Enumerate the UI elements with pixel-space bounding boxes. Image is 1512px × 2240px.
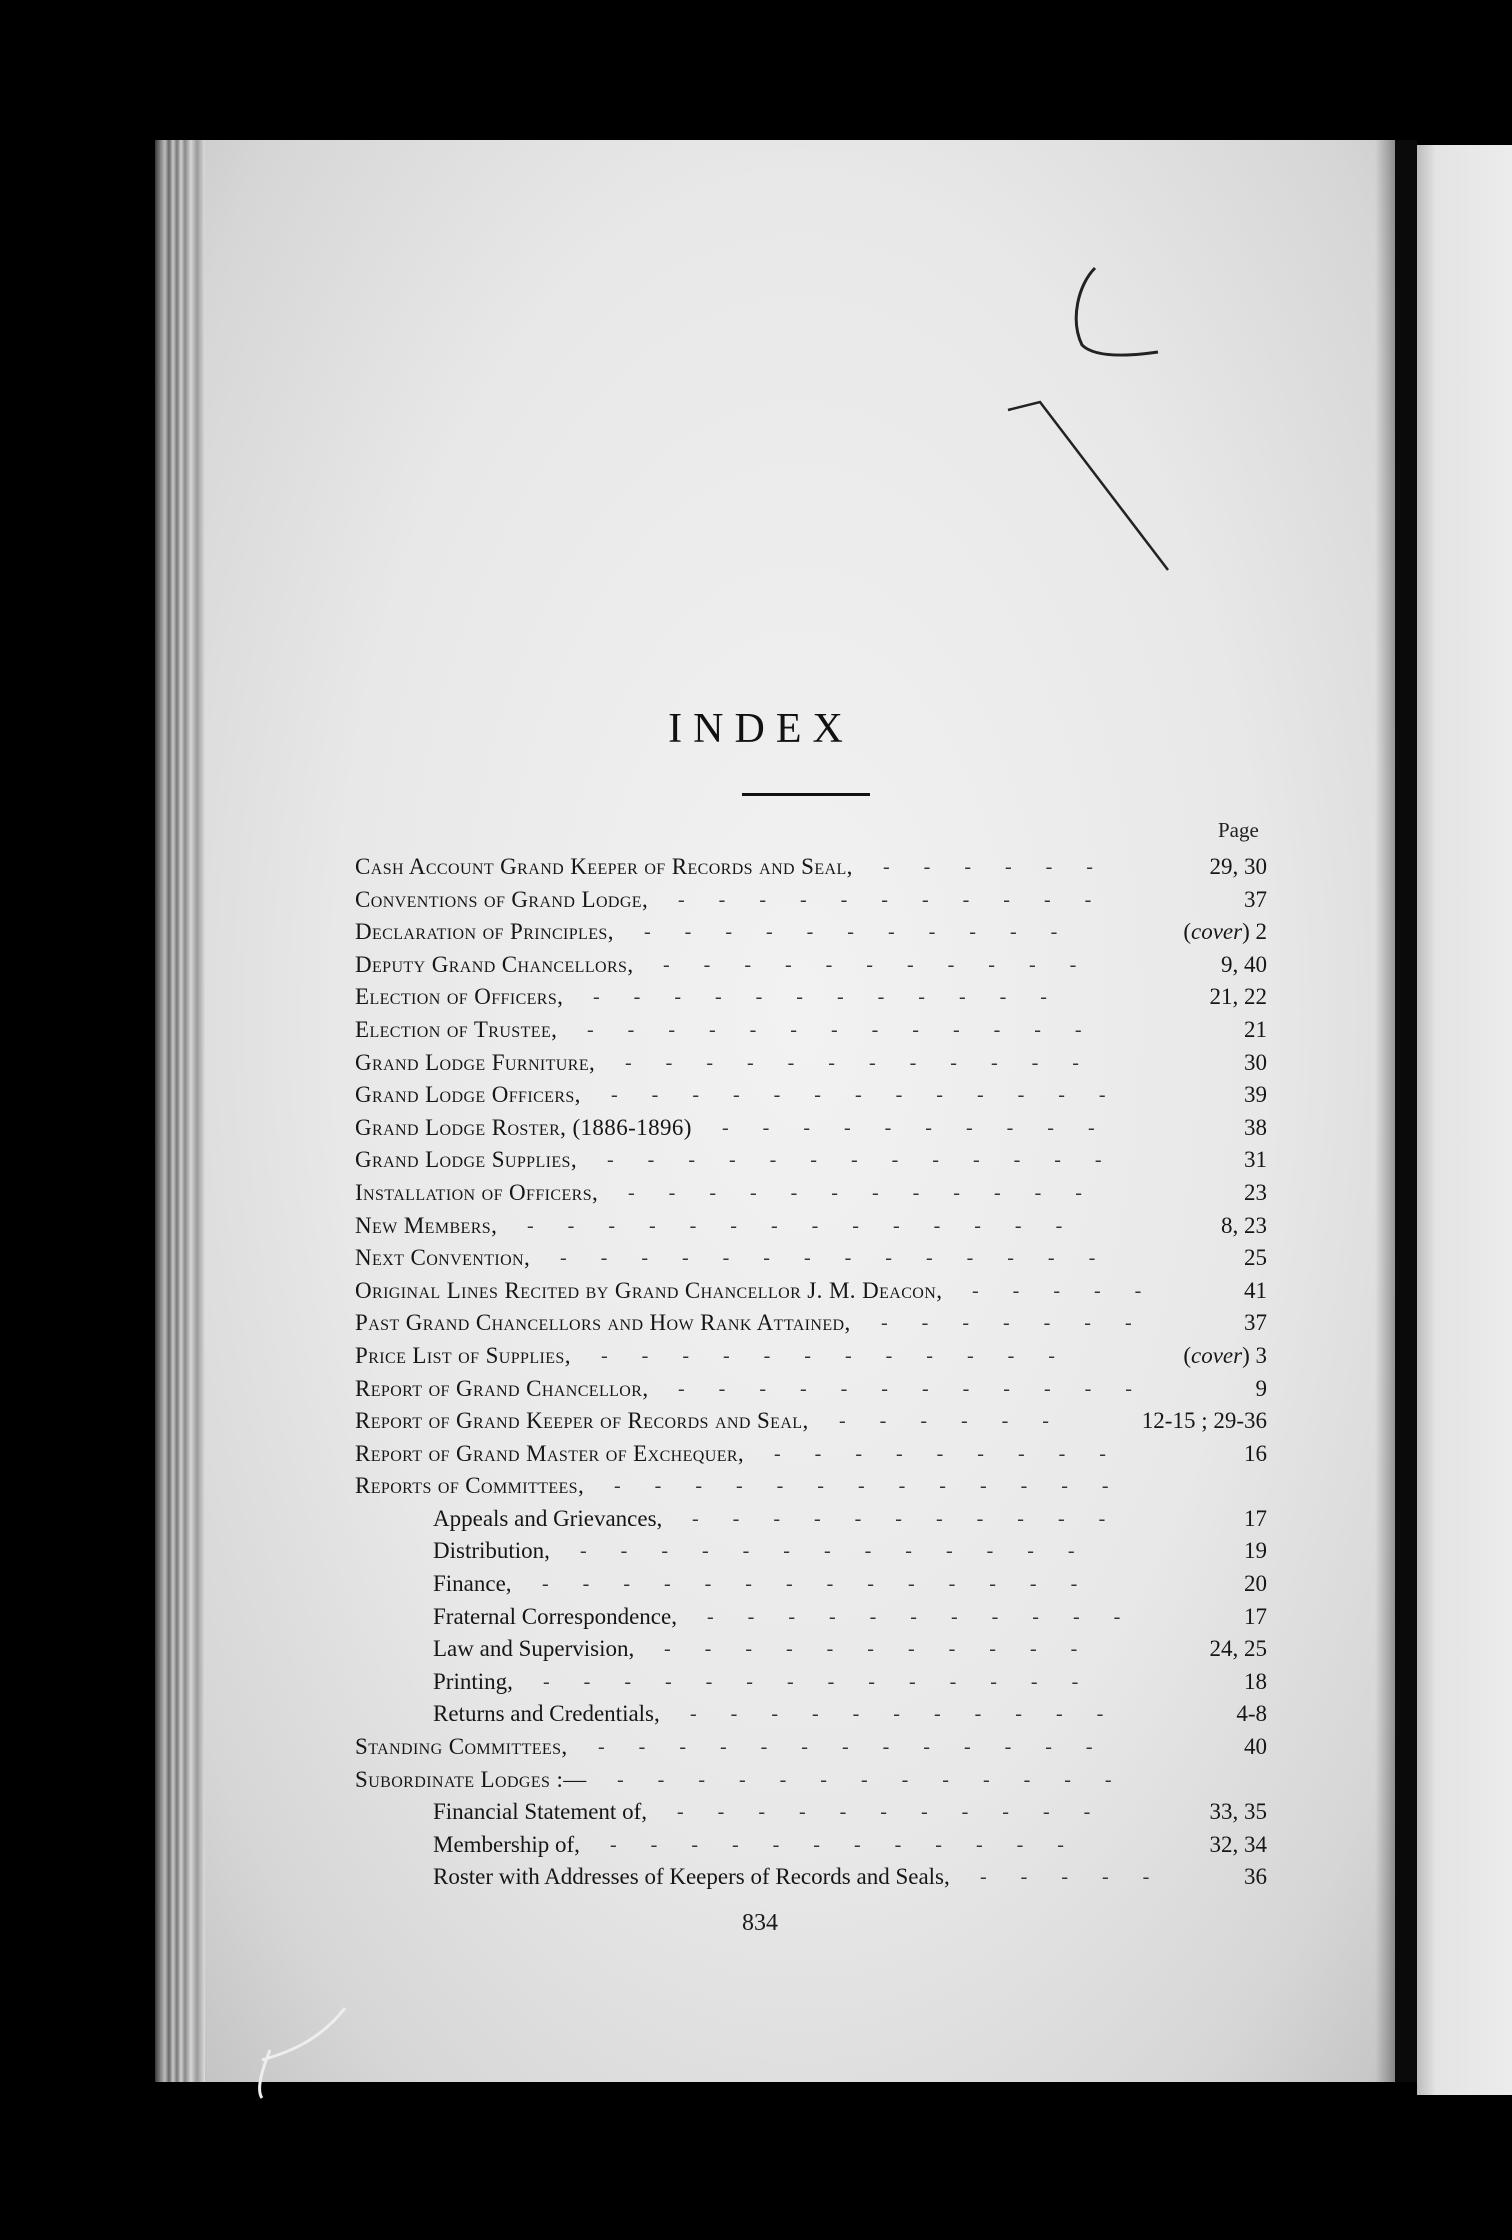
index-entry	[355, 1210, 1267, 1243]
index-entry-page: 21, 22	[1209, 984, 1267, 1010]
leader-dashes: ------------	[628, 1181, 1116, 1204]
index-entry-label: Returns and Credentials,	[433, 1701, 660, 1727]
index-entry-label: Next Convention,	[355, 1245, 531, 1271]
index-entry	[355, 1177, 1267, 1210]
index-entry-label: Subordinate Lodges :—	[355, 1766, 587, 1792]
index-entry	[355, 949, 1267, 982]
index-entry-page: 21	[1244, 1016, 1267, 1042]
index-entry-page: 36	[1244, 1864, 1267, 1890]
leader-dashes: --------------	[527, 1214, 1097, 1237]
index-entry-page: 37	[1244, 1310, 1267, 1336]
index-entry	[355, 851, 1267, 884]
index-entry	[355, 1144, 1267, 1177]
index-entry	[355, 1112, 1267, 1145]
index-entry-label: Law and Supervision,	[433, 1636, 635, 1662]
leader-dashes: --------------	[543, 1670, 1113, 1693]
leader-dashes: ------------	[593, 986, 1081, 1009]
index-subentry	[355, 1568, 1267, 1601]
index-entry-page: 30	[1244, 1049, 1267, 1075]
leader-dashes: -----------	[644, 921, 1092, 944]
leader-dashes: -------------	[611, 1084, 1140, 1107]
index-entry-page: 23	[1244, 1179, 1267, 1205]
index-entry-page: 19	[1244, 1538, 1267, 1564]
index-entry-page: 29, 30	[1209, 854, 1267, 879]
index-entry-label: Price List of Supplies,	[355, 1342, 571, 1368]
index-entry-page: 9	[1255, 1375, 1267, 1401]
leader-dashes: -------------	[617, 1768, 1146, 1791]
index-entry	[355, 1014, 1267, 1047]
leader-dashes: --------------	[560, 1247, 1130, 1270]
index-entry-page: 39	[1244, 1082, 1267, 1108]
index-entry-label: Deputy Grand Chancellors,	[355, 951, 634, 977]
pencil-bracket-mark	[1076, 268, 1158, 355]
index-entry-page: 17	[1244, 1603, 1267, 1629]
index-entry-label: Printing,	[433, 1668, 513, 1694]
index-entry	[355, 1340, 1267, 1373]
index-entry-label: Fraternal Correspondence,	[433, 1603, 677, 1629]
leader-dashes: ------------	[610, 1833, 1098, 1856]
index-entry	[355, 916, 1267, 949]
index-entry	[355, 1079, 1267, 1112]
index-entry-label: Reports of Committees,	[355, 1473, 585, 1499]
index-entry-page: 24, 25	[1209, 1636, 1267, 1662]
leader-dashes: -----------	[664, 1638, 1112, 1661]
index-entry-label: Standing Committees,	[355, 1734, 568, 1760]
index-entry-page: (cover) 3	[1183, 1342, 1267, 1368]
index-entry	[355, 1438, 1267, 1471]
leader-dashes: --------------	[542, 1573, 1112, 1596]
leader-dashes: -----------	[690, 1703, 1138, 1726]
index-entry-page: 20	[1244, 1571, 1267, 1597]
page-column-header: Page	[1218, 818, 1259, 842]
index-entry-label: Report of Grand Keeper of Records and Seal,	[355, 1408, 809, 1434]
pencil-corner-mark	[260, 2008, 345, 2098]
index-entry	[355, 1373, 1267, 1406]
index-entry-label: Membership of,	[433, 1831, 580, 1857]
leader-dashes: ----------	[722, 1116, 1129, 1139]
index-entry-label: Grand Lodge Roster, (1886-1896)	[355, 1114, 692, 1140]
index-subentry	[355, 1633, 1267, 1666]
index-subentry	[355, 1796, 1267, 1829]
index-entry-label: Report of Grand Chancellor,	[355, 1375, 649, 1401]
index-entry	[355, 1764, 1267, 1797]
index-subentry	[355, 1503, 1267, 1536]
pencil-slash-mark	[1008, 402, 1168, 570]
index-subentry	[355, 1535, 1267, 1568]
leader-dashes: -------------	[614, 1475, 1143, 1498]
index-entry-label: Election of Trustee,	[355, 1016, 558, 1042]
index-entry-label: Election of Officers,	[355, 984, 564, 1010]
index-entry-label: Finance,	[433, 1571, 512, 1597]
index-entry-label: Report of Grand Master of Exchequer,	[355, 1440, 745, 1466]
index-entry-label: Installation of Officers,	[355, 1179, 599, 1205]
index-entry-label: Declaration of Principles,	[355, 919, 614, 945]
index-entry-label: Conventions of Grand Lodge,	[355, 886, 649, 912]
leader-dashes: -----	[980, 1866, 1184, 1889]
index-entry-page: 25	[1244, 1245, 1267, 1271]
index-entry	[355, 1307, 1267, 1340]
index-subentry	[355, 1666, 1267, 1699]
index-entry-label: Financial Statement of,	[433, 1799, 647, 1825]
page-number: 834	[742, 1910, 778, 1936]
index-entry-page: 18	[1244, 1668, 1267, 1694]
leader-dashes: -------------	[587, 1018, 1116, 1041]
leader-dashes: -----------	[663, 953, 1111, 976]
leader-dashes: ---------	[774, 1442, 1140, 1465]
index-entry-page: 12-15 ; 29-36	[1141, 1408, 1267, 1434]
index-entry-page: 17	[1244, 1505, 1267, 1531]
index-entry-page: 38	[1244, 1114, 1267, 1140]
index-subentry	[355, 1861, 1267, 1894]
index-entry	[355, 1405, 1267, 1438]
leader-dashes: ------------	[601, 1344, 1089, 1367]
index-entry-page: 31	[1244, 1147, 1267, 1173]
leader-dashes: ------	[839, 1410, 1083, 1433]
leader-dashes: -------	[881, 1312, 1166, 1335]
index-entry	[355, 884, 1267, 917]
leader-dashes: -----------	[678, 888, 1126, 911]
index-entry-label: Distribution,	[433, 1538, 550, 1564]
leader-dashes: -----------	[707, 1605, 1155, 1628]
index-entry-label: Grand Lodge Supplies,	[355, 1147, 577, 1173]
index-entry-page: 33, 35	[1209, 1799, 1267, 1825]
leader-dashes: -----------	[677, 1801, 1125, 1824]
index-subentry	[355, 1829, 1267, 1862]
index-entry	[355, 1470, 1267, 1503]
index-entry-label: Appeals and Grievances,	[433, 1505, 663, 1531]
index-subentry	[355, 1601, 1267, 1634]
leader-dashes: -------------	[607, 1149, 1136, 1172]
index-entry-page: 37	[1244, 886, 1267, 912]
index-entry	[355, 1731, 1267, 1764]
index-title: INDEX	[668, 706, 854, 752]
index-entry-page: (cover) 2	[1183, 919, 1267, 945]
leader-dashes: ------------	[625, 1051, 1113, 1074]
leader-dashes: ------	[883, 856, 1127, 878]
leader-dashes: -----------	[692, 1507, 1140, 1530]
leader-dashes: -------------	[580, 1540, 1109, 1563]
index-entry-page: 32, 34	[1209, 1831, 1267, 1857]
index-entry-page: 40	[1244, 1734, 1267, 1760]
index-entry-label: Grand Lodge Officers,	[355, 1082, 581, 1108]
leader-dashes: -------------	[598, 1736, 1127, 1759]
index-entry-label: Grand Lodge Furniture,	[355, 1049, 596, 1075]
index-entry	[355, 1242, 1267, 1275]
index-entry-page: 4-8	[1236, 1701, 1267, 1727]
leader-dashes: ------------	[678, 1377, 1166, 1400]
index-entry-label: Cash Account Grand Keeper of Records and Seal,	[355, 854, 853, 879]
index-entry-page: 16	[1244, 1440, 1267, 1466]
index-entry-label: Roster with Addresses of Keepers of Records and Seals,	[433, 1864, 950, 1890]
index-entry-page: 9, 40	[1221, 951, 1267, 977]
index-list	[355, 851, 1267, 1894]
title-rule	[742, 793, 870, 796]
index-entry	[355, 981, 1267, 1014]
index-entry	[355, 1275, 1267, 1308]
index-entry-label: Past Grand Chancellors and How Rank Attained,	[355, 1310, 851, 1336]
index-subentry	[355, 1698, 1267, 1731]
leader-dashes: -----	[972, 1279, 1176, 1302]
index-entry-label: Original Lines Recited by Grand Chancellor J. M. Deacon,	[355, 1277, 943, 1303]
index-entry-label: New Members,	[355, 1212, 498, 1238]
index-entry	[355, 1047, 1267, 1080]
index-entry-page: 8, 23	[1221, 1212, 1267, 1238]
index-entry-page: 41	[1244, 1277, 1267, 1303]
